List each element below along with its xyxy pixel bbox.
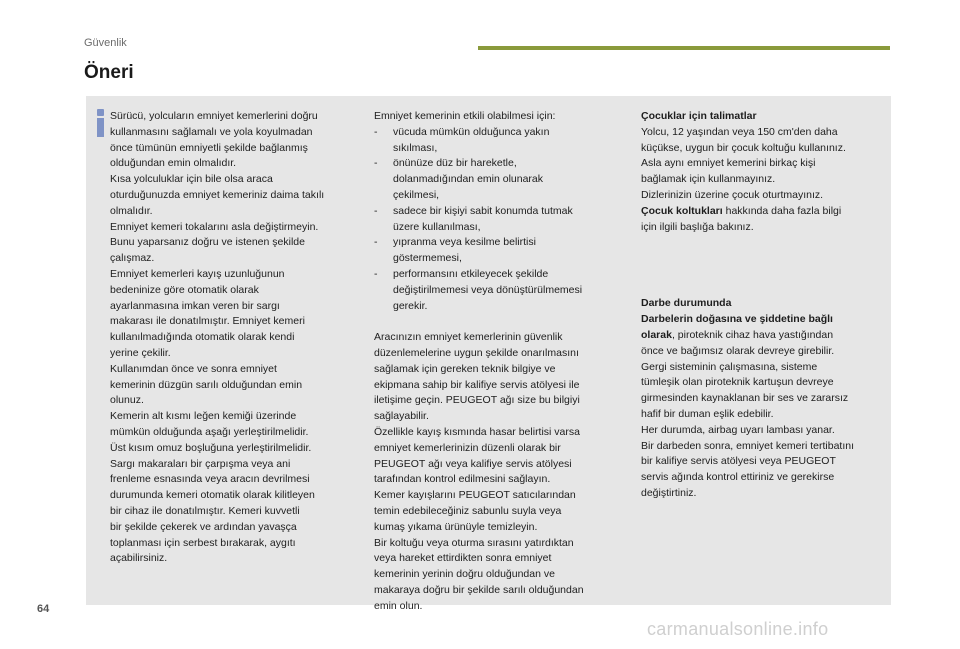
bullet-dash: - xyxy=(374,236,378,249)
children-line: Yolcu, 12 yaşından veya 150 cm'den daha xyxy=(641,125,838,138)
impact-text xyxy=(641,344,886,502)
col1-line: makarası ile donatılmıştır. Emniyet kemeri xyxy=(110,315,305,328)
bullet-line: gerekir. xyxy=(393,299,428,312)
col1-line: frenleme esnasında veya aracın devrilmesi xyxy=(110,473,310,486)
bullet-item xyxy=(374,204,619,236)
bullet-line: önünüze düz bir hareketle, xyxy=(393,157,517,170)
child-seats-line-2: için ilgili başlığa bakınız. xyxy=(641,220,754,233)
col1-line: kemerinin düzgün sarılı olduğundan emin xyxy=(110,378,303,391)
col1-line: oturduğunuzda emniyet kemeriniz daima takılı xyxy=(110,188,325,201)
bullet-line: dolanmadığından emin olunarak xyxy=(393,173,544,186)
impact-section xyxy=(641,296,886,501)
child-seats-line xyxy=(641,204,886,220)
col1-line: toplanması için serbest bırakarak, aygıtı xyxy=(110,536,296,549)
child-seats-rest-1: hakkında daha fazla bilgi xyxy=(722,204,842,217)
col2-body-line: kumaş yıkama ürünüyle temizleyin. xyxy=(374,520,538,533)
col2-body-line: ekipmana sahip bir kalifiye servis atölyesi ile xyxy=(374,378,580,391)
impact-line: Bir darbeden sonra, emniyet kemeri tertibatını xyxy=(641,439,855,452)
impact-line: Gergi sisteminin çalışmasına, sisteme xyxy=(641,360,818,373)
col2-body-line: sağlamak için gereken teknik bilgiye ve xyxy=(374,362,556,375)
col1-line: olmalıdır. xyxy=(110,204,153,217)
bullet-line: üzere kullanılması, xyxy=(393,220,481,233)
col1-line: Sargı makaraları bir çarpışma veya ani xyxy=(110,457,291,470)
impact-rest: , piroteknik cihaz hava yastığından xyxy=(671,328,834,341)
bullet-item xyxy=(374,267,619,314)
col2-body-line: Bir koltuğu veya oturma sırasını yatırdıktan xyxy=(374,536,574,549)
col2-body-line: Özellikle kayış kısmında hasar belirtisi varsa xyxy=(374,425,580,438)
impact-line: servis ağında kontrol ettiriniz ve gerekirse xyxy=(641,471,835,484)
col1-line: olduğundan emin olmalıdır. xyxy=(110,157,237,170)
col1-line: Kemerin alt kısmı leğen kemiği üzerinde xyxy=(110,410,297,423)
col2-body-line: veya hareket ettirdikten sonra emniyet xyxy=(374,552,552,565)
impact-line: değiştirtiniz. xyxy=(641,486,697,499)
col1-line: kullanılmadığında otomatik olarak kendi xyxy=(110,331,295,344)
col1-line: Kullanımdan önce ve sonra emniyet xyxy=(110,362,277,375)
col1-line: Kısa yolculuklar için bile olsa araca xyxy=(110,173,273,186)
col2-body-line: PEUGEOT ağı veya kalifiye servis atölyesi xyxy=(374,457,572,470)
col1-line: bir şekilde çekerek ve ardından yavaşça xyxy=(110,520,297,533)
children-line: bağlamak için kullanmayınız. xyxy=(641,173,776,186)
bullet-line: yıpranma veya kesilme belirtisi xyxy=(393,236,536,249)
impact-heading: Darbe durumunda xyxy=(641,297,732,310)
col1-line: Bunu yaparsanız doğru ve istenen şekilde xyxy=(110,236,305,249)
col1-line: durumunda kemeri otomatik olarak kilitleyen xyxy=(110,489,315,502)
page-number: 64 xyxy=(37,603,50,615)
col2-body-line: emin olun. xyxy=(374,599,423,612)
col2-body-line: Kemer kayışlarını PEUGEOT satıcılarından xyxy=(374,489,576,502)
bullet-line: performansını etkileyecek şekilde xyxy=(393,267,549,280)
col2-body-line: tarafından kontrol edilmesini sağlayın. xyxy=(374,473,551,486)
column-1 xyxy=(110,109,355,567)
impact-line: önce ve bağımsız olarak devreye girebilir. xyxy=(641,344,835,357)
col2-intro: Emniyet kemerinin etkili olabilmesi için: xyxy=(374,110,556,122)
section-rule xyxy=(478,46,890,50)
children-line: küçükse, uygun bir çocuk koltuğu kullanınız. xyxy=(641,141,846,154)
col1-line: Emniyet kemerleri kayış uzunluğunun xyxy=(110,267,285,280)
col2-body-line: Aracınızın emniyet kemerlerinin güvenlik xyxy=(374,331,563,344)
col1-line: mümkün olduğunda aşağı yerleştirilmelidir. xyxy=(110,425,309,438)
col2-body-line: sağlayabilir. xyxy=(374,410,429,423)
spacer xyxy=(374,314,619,330)
col1-line: açabilirsiniz. xyxy=(110,552,168,565)
impact-bold-line: Darbelerin doğasına ve şiddetine bağlı xyxy=(641,313,833,326)
children-line: Dizlerinizin üzerine çocuk oturtmayınız. xyxy=(641,188,824,201)
bullet-dash: - xyxy=(374,125,378,138)
bullet-line: sıkılması, xyxy=(393,141,438,154)
bullet-dash: - xyxy=(374,267,378,280)
col1-line: çalışmaz. xyxy=(110,252,155,265)
content-panel xyxy=(86,96,891,612)
col1-line: ayarlanmasına imkan veren bir sargı xyxy=(110,299,280,312)
bullet-dash: - xyxy=(374,157,378,170)
bullet-line: sadece bir kişiyi sabit konumda tutmak xyxy=(393,204,573,217)
col1-line: kullanmasını sağlamalı ve yola koyulmadan xyxy=(110,125,313,138)
col2-body-line: emniyet kemerlerinizin düzenli olarak bir xyxy=(374,441,561,454)
child-seats-bold: Çocuk koltukları xyxy=(641,204,723,217)
column-3 xyxy=(641,109,886,502)
impact-line: girmesinden kaynaklanan bir ses ve zararsız xyxy=(641,392,849,405)
impact-line-2 xyxy=(641,328,886,344)
info-icon xyxy=(95,109,106,137)
bullet-line: değiştirilmemesi veya dönüştürülmemesi xyxy=(393,283,583,296)
section-label: Güvenlik xyxy=(84,37,127,49)
col1-line: Emniyet kemeri tokalarını asla değiştirmeyin. xyxy=(110,220,319,233)
col1-line: olunuz. xyxy=(110,394,144,407)
col1-line: önce tümünün emniyetli şekilde bağlanmış xyxy=(110,141,308,154)
impact-line: bir kalifiye servis atölyesi veya PEUGEOT xyxy=(641,455,836,468)
children-heading: Çocuklar için talimatlar xyxy=(641,110,757,122)
bullet-line: göstermemesi, xyxy=(393,252,462,265)
bullet-dash: - xyxy=(374,204,378,217)
col2-bullet-list xyxy=(374,125,619,315)
col1-line: yerine çekilir. xyxy=(110,346,171,359)
children-text xyxy=(641,125,886,204)
impact-bold-word: olarak xyxy=(641,328,672,341)
impact-line: Her durumda, airbag uyarı lambası yanar. xyxy=(641,423,835,436)
impact-line: tümleşik olan piroteknik kartuşun devreye xyxy=(641,376,834,389)
col2-body-line: düzenlemelerine uygun şekilde onarılmasını xyxy=(374,346,579,359)
bullet-line: vücuda mümkün olduğunca yakın xyxy=(393,125,550,138)
bullet-item xyxy=(374,125,619,157)
bullet-line: çekilmesi, xyxy=(393,188,440,201)
col2-body xyxy=(374,330,619,614)
children-line: Asla aynı emniyet kemerini birkaç kişi xyxy=(641,157,816,170)
col1-line: Sürücü, yolcuların emniyet kemerlerini doğru xyxy=(110,110,318,122)
col2-body-line: temin edebileceğiniz sabunlu suyla veya xyxy=(374,504,562,517)
column-2 xyxy=(374,109,619,615)
page-title: Öneri xyxy=(84,62,134,83)
bullet-item xyxy=(374,156,619,203)
col2-body-line: makaraya doğru bir şekilde sarılı olduğundan xyxy=(374,583,584,596)
impact-line: hafif bir duman eşlik edebilir. xyxy=(641,407,774,420)
col2-body-line: iletişime geçin. PEUGEOT ağı size bu bilgiyi xyxy=(374,394,580,407)
bullet-item xyxy=(374,235,619,267)
col1-line: bedeninize göre otomatik olarak xyxy=(110,283,259,296)
col1-line: bir cihaz ile donatılmıştır. Kemeri kuvvetli xyxy=(110,504,300,517)
col2-body-line: kemerinin yerinin doğru olduğundan ve xyxy=(374,568,555,581)
col1-line: Üst kısım omuz boşluğuna yerleştirilmelidir. xyxy=(110,441,312,454)
watermark: carmanualsonline.info xyxy=(647,619,829,639)
